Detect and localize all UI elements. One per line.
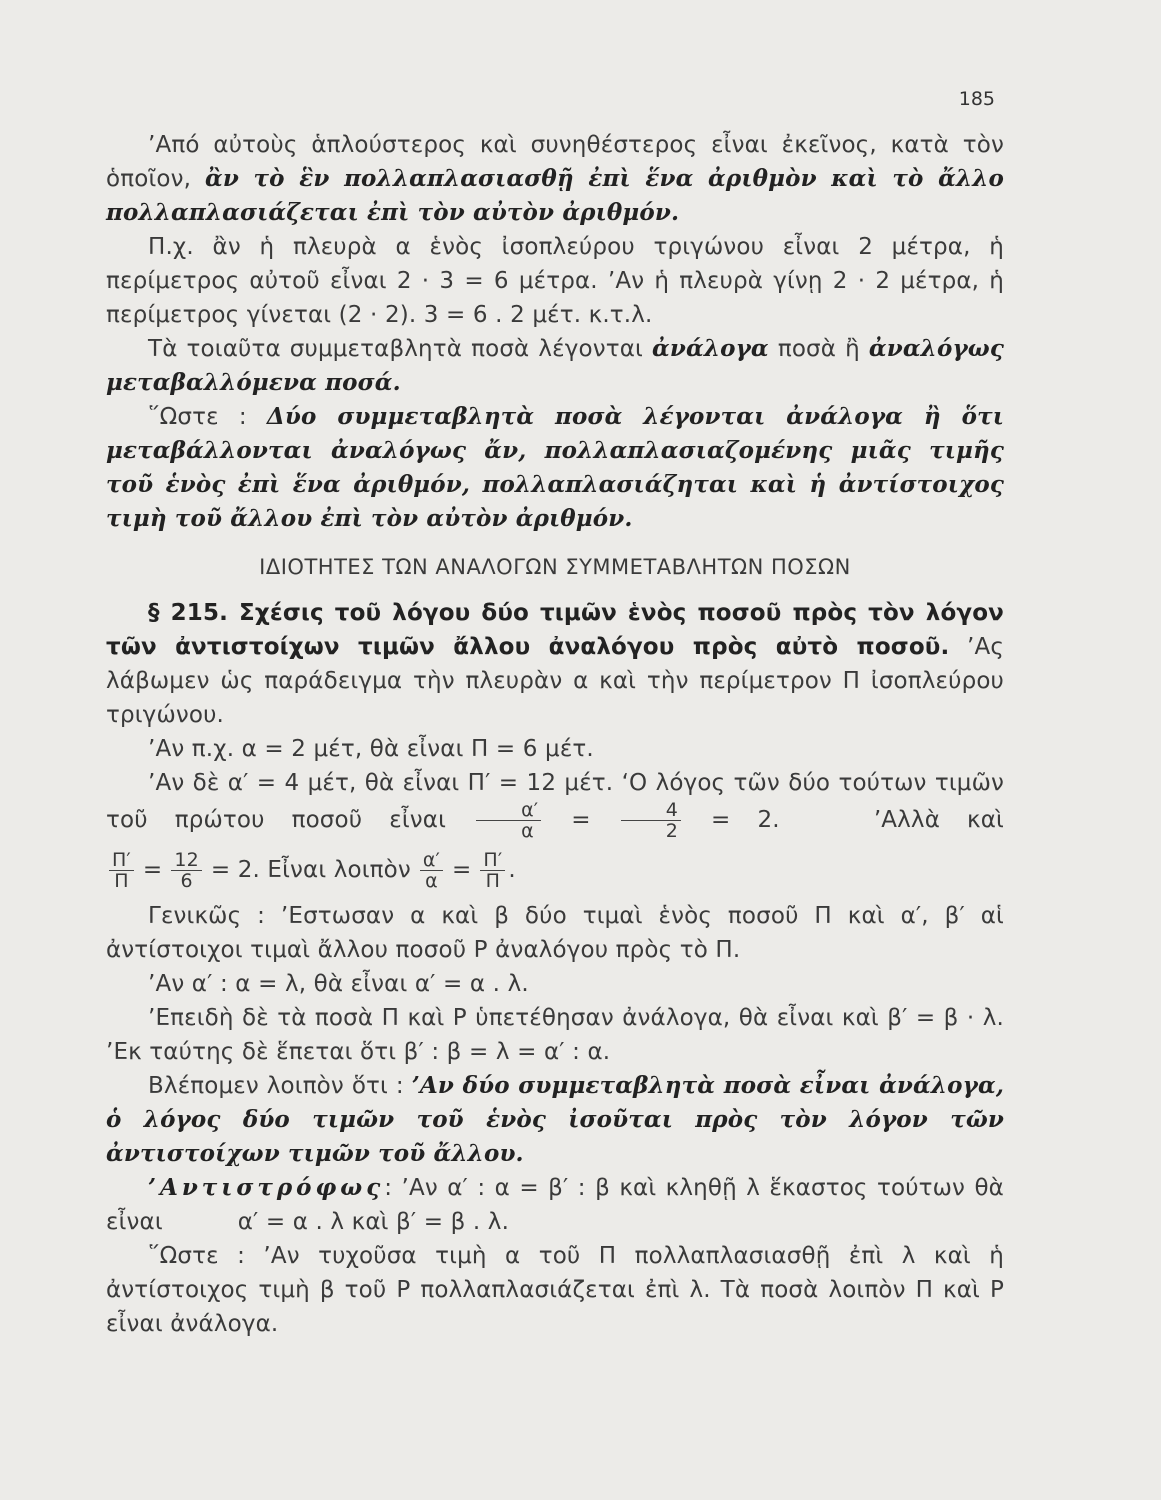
paragraph-definition-lead (106, 332, 1004, 400)
definition-statement: Δύο συμμεταβλητὰ ποσὰ λέγονται ἀνάλογα ἢ ὅτι μεταβάλλονται ἀναλόγως ἄν, πολλαπλασιαζομένης μιᾶς τιμῆς τοῦ ἑνὸς ἐπὶ ἕνα ἀριθμόν, πολλαπλασιάζηται καὶ ἡ ἀντίστοιχος τιμὴ τοῦ ἄλλου ἐπὶ τὸν αὐτὸν ἀριθμόν. (106, 403, 1004, 532)
paragraph-final: ῞Ωστε : ’Αν τυχοῦσα τιμὴ α τοῦ Π πολλαπλασιασθῇ ἐπὶ λ καὶ ἡ ἀντίστοιχος τιμὴ β τοῦ Ρ πολλαπλασιάζεται ἐπὶ λ. Τὰ ποσὰ λοιπὸν Π καὶ Ρ εἶναι ἀνάλογα. (106, 1243, 1004, 1337)
fraction-4-2: $\frac{4}{2}$ (621, 800, 681, 841)
paragraph-definition (106, 400, 1004, 536)
converse-text: : ’Αν α′ : α = β′ : β καὶ κληθῇ λ ἕκαστος τούτων θὰ εἶναι (106, 1175, 1004, 1235)
paragraph-since: ’Επειδὴ δὲ τὰ ποσὰ Π καὶ Ρ ὑπετέθησαν ἀνάλογα, θὰ εἶναι καὶ β′ = β · λ. ’Εκ ταύτης δὲ ἕπεται ὅτι β′ : β = λ = α′ : α. (106, 1005, 1004, 1065)
fraction-pi-ratio: $\frac{\Pi'}{\Pi}$ (109, 850, 134, 891)
paragraph-converse (106, 1171, 1004, 1239)
definition-prefix: ῞Ωστε : (148, 404, 267, 430)
definition-lead-mid: ποσὰ ἢ (768, 336, 869, 362)
paragraph-intro (106, 128, 1004, 230)
intro-text: ’Από αὐτοὺς ἁπλούστερος καὶ συνηθέστερος εἶναι ἐκεῖνος, κατὰ τὸν ὁποῖον, (106, 132, 1004, 192)
section-heading: ΙΔΙΟΤΗΤΕΣ ΤΩΝ ΑΝΑΛΟΓΩΝ ΣΥΜΜΕΤΑΒΛΗΤΩΝ ΠΟΣΩΝ (259, 555, 851, 579)
term-analoga: ἀνάλογα (652, 335, 769, 362)
alla-kai: ’Αλλὰ καὶ (873, 807, 1004, 833)
intro-emphasis: ἂν τὸ ἓν πολλαπλασιασθῇ ἐπὶ ἕνα ἀριθμὸν καὶ τὸ ἄλλο πολλαπλασιάζεται ἐπὶ τὸν αὐτὸν ἀριθμόν. (106, 165, 1005, 226)
fraction-12-6: $\frac{12}{6}$ (171, 850, 201, 891)
conclusion-statement: ’Αν δύο συμμεταβλητὰ ποσὰ εἶναι ἀνάλογα, ὁ λόγος δύο τιμῶν τοῦ ἑνὸς ἰσοῦται πρὸς τὸν λόγον τῶν ἀντιστοίχων τιμῶν τοῦ ἄλλου. (106, 1072, 1004, 1167)
section-215-text: ’Ας λάβωμεν ὡς παράδειγμα τὴν πλευρὰν α καὶ τὴν περίμετρον Π ἰσοπλεύρου τριγώνου. (106, 634, 1004, 728)
fraction-a-ratio: $\frac{\alpha'}{\alpha}$ (476, 800, 541, 841)
paragraph-section-215 (106, 596, 1004, 732)
section-215-title: § 215. Σχέσις τοῦ λόγου δύο τιμῶν ἑνὸς ποσοῦ πρὸς τὸν λόγον τῶν ἀντιστοίχων τιμῶν ἄλλου ἀναλόγου πρὸς αὐτὸ ποσοῦ. (106, 600, 1004, 660)
paragraph-general: Γενικῶς : ’Εστωσαν α καὶ β δύο τιμαὶ ἑνὸς ποσοῦ Π καὶ α′, β′ αἱ ἀντίστοιχοι τιμαὶ ἄλλου ποσοῦ Ρ ἀναλόγου πρὸς τὸ Π. (106, 903, 1004, 963)
equation-line-3: $\frac{\Pi'}{\Pi}$ = $\frac{12}{6}$ = 2. Εἶναι λοιπὸν $\frac{\alpha'}{\alpha}$ = $\frac{\Pi'}{\Pi}$ . (106, 841, 1004, 899)
page-number: 185 (958, 88, 995, 110)
converse-result: α′ = α . λ καὶ β′ = β . λ. (237, 1209, 510, 1235)
term-analogos: ἀναλόγως μεταβαλλόμενα ποσά. (106, 335, 1004, 396)
equation-line-2: ’Αν δὲ α′ = 4 μέτ, θὰ εἶναι Π′ = 12 μέτ. ‘Ο λόγος τῶν δύο τούτων τιμῶν τοῦ πρώτου ποσοῦ εἶναι $\frac{\alpha'}{\alpha}$ = $\frac{4}{2}$ = 2. ’Αλλὰ καὶ (106, 770, 1004, 842)
paragraph-conclusion (106, 1069, 1004, 1171)
equation-line-4: ’Αν α′ : α = λ, θὰ εἶναι α′ = α . λ. (148, 971, 529, 997)
page-body (106, 128, 1004, 1341)
equation-line-1: ’Αν π.χ. α = 2 μέτ, θὰ εἶναι Π = 6 μέτ. (148, 736, 594, 762)
conclusion-lead: Βλέπομεν λοιπὸν ὅτι : (148, 1073, 412, 1099)
equation-line-2-text: ’Αν δὲ α′ = 4 μέτ, θὰ εἶναι Π′ = 12 μέτ. ‘Ο λόγος τῶν δύο τούτων τιμῶν τοῦ πρώτου ποσοῦ εἶναι (106, 770, 1004, 833)
fraction-pi-ratio-2: $\frac{\Pi'}{\Pi}$ (480, 850, 505, 891)
converse-label: ’Αντιστρόφως (148, 1174, 385, 1201)
definition-lead-text: Τὰ τοιαῦτα συμμεταβλητὰ ποσὰ λέγονται (148, 336, 653, 362)
paragraph-example: Π.χ. ἂν ἡ πλευρὰ α ἑνὸς ἰσοπλεύρου τριγώνου εἶναι 2 μέτρα, ἡ περίμετρος αὐτοῦ εἶναι 2 · 3 = 6 μέτρα. ’Αν ἡ πλευρὰ γίνῃ 2 · 2 μέτρα, ἡ περίμετρος γίνεται (2 · 2). 3 = 6 . 2 μέτ. κ.τ.λ. (106, 234, 1004, 328)
fraction-a-ratio-2: $\frac{\alpha'}{\alpha}$ (420, 850, 443, 891)
